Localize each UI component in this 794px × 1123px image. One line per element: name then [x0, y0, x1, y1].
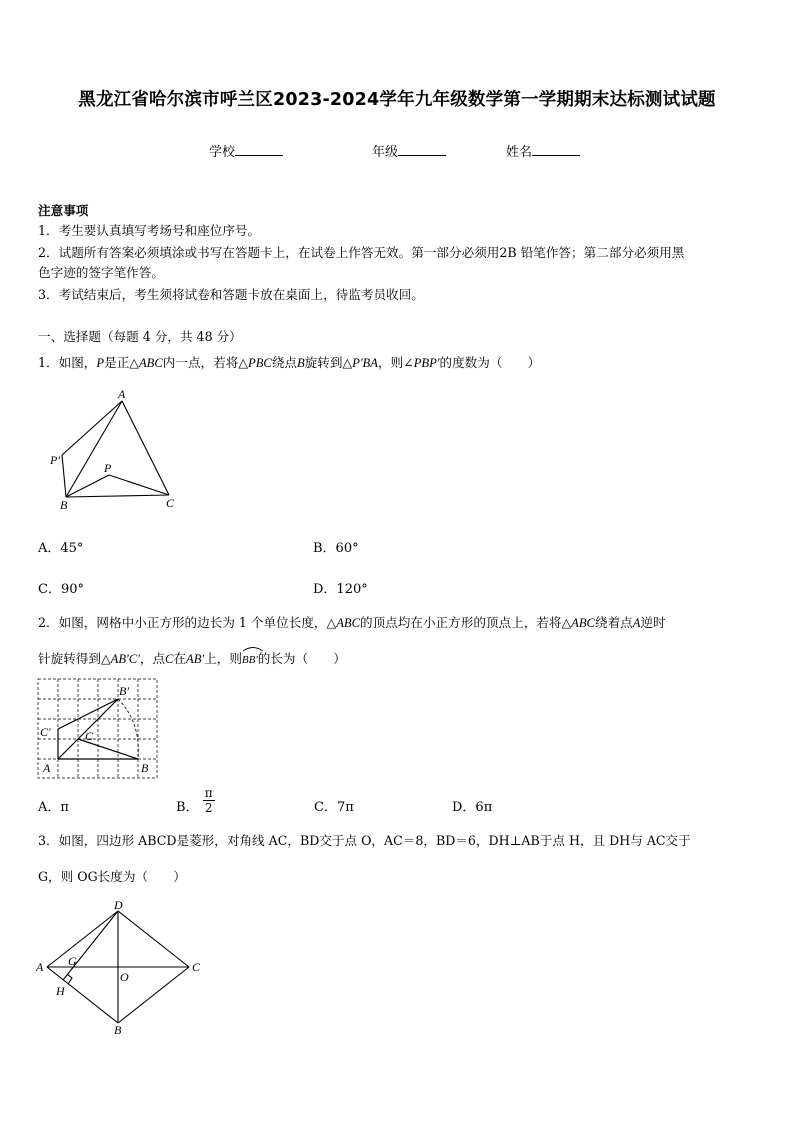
name-blank [532, 143, 580, 156]
q1-text: 旋转到△ [304, 355, 353, 370]
name-field [506, 141, 580, 160]
name-label: 姓名 [506, 145, 533, 160]
question-2-line1 [38, 613, 666, 633]
q1-text: 的度数为（ ） [439, 355, 541, 370]
segment-ad [47, 911, 118, 967]
q2-option-b[interactable] [176, 786, 215, 815]
q1-var: B [297, 356, 305, 370]
fraction [203, 786, 215, 815]
notice-item: 2．试题所有答案必须填涂或书写在答题卡上，在试卷上作答无效。第一部分必须用2B 铅笔作答；第二部分必须用黑 [38, 245, 685, 260]
question-2-line2 [38, 649, 346, 670]
school-blank [235, 143, 283, 156]
label-p-prime: P' [50, 453, 60, 467]
question-3-line2: G，则 OG长度为（ ） [38, 869, 186, 884]
grade-label: 年级 [372, 145, 399, 160]
label-b: B [141, 761, 149, 775]
q2-text: 逆时 [640, 615, 666, 630]
label-p: P [104, 461, 112, 475]
label-b-prime: B' [119, 684, 129, 698]
label-c-prime: C' [40, 725, 51, 739]
arc-icon [242, 646, 264, 652]
section-heading: 一、选择题（每题 4 分，共 48 分） [38, 329, 242, 344]
q1-text: 是正△ [104, 355, 139, 370]
notice-heading: 注意事项 [38, 203, 89, 218]
q2-text: 绕着点 [594, 615, 633, 630]
label-b: B [114, 1023, 122, 1037]
school-field [209, 141, 283, 160]
q1-text: 内一点，若将△ [162, 355, 249, 370]
q2-text: 在 [173, 651, 187, 666]
notice-item: 1．考生要认真填写考场号和座位序号。 [38, 223, 261, 238]
q1-option-c[interactable]: C．90° [38, 582, 84, 597]
fraction-denominator: 2 [204, 801, 213, 815]
q1-triangle-figure [44, 385, 194, 515]
q2-text: 上，则 [204, 651, 242, 666]
q2-text: 的顶点均在小正方形的顶点上，若将△ [359, 615, 572, 630]
grade-blank [398, 143, 446, 156]
grade-field [372, 141, 446, 160]
q2-text: 2．如图，网格中小正方形的边长为 1 个单位长度，△ [38, 615, 337, 630]
segment-dh [63, 911, 118, 980]
question-1-text [38, 353, 540, 373]
page-title: 黑龙江省哈尔滨市呼兰区2023-2024学年九年级数学第一学期期末达标测试试题 [78, 90, 716, 110]
q1-var: ABC [138, 356, 163, 370]
label-c: C [85, 729, 94, 743]
q3-rhombus-figure [34, 899, 209, 1039]
question-3-line1: 3．如图，四边形 ABCD是菱形，对角线 AC，BD交于点 O，AC＝8，BD＝6，DH⊥AB于点 H，且 DH与 AC交于 [38, 833, 691, 848]
q2-text: 的长为（ ） [257, 651, 346, 666]
q2-grid-figure [37, 678, 159, 780]
label-c: C [166, 496, 175, 510]
segment-bpp [62, 455, 66, 497]
q2-text: 针旋转得到△ [38, 651, 111, 666]
q2-var: ABC [336, 616, 360, 630]
q1-var: P'BA [352, 356, 378, 370]
q2-var: ABC [571, 616, 595, 630]
arc-bbprime [242, 649, 258, 670]
notice-item: 3．考试结束后，考生须将试卷和答题卡放在桌面上，待监考员收回。 [38, 287, 424, 302]
label-o: O [120, 970, 129, 984]
segment-bc [66, 495, 169, 497]
q1-var: PBC [248, 356, 272, 370]
notice-item: 色字迹的签字笔作答。 [38, 265, 164, 280]
label-a: A [43, 761, 51, 775]
q1-text: ，则∠ [377, 355, 414, 370]
segment-dc [118, 911, 189, 967]
q1-option-d[interactable]: D．120° [313, 582, 368, 597]
segment-ppa [62, 401, 122, 455]
q1-var: P [96, 356, 105, 370]
label-a: A [118, 387, 126, 401]
school-label: 学校 [209, 145, 236, 160]
q2-var: A [632, 616, 641, 630]
label-a: A [36, 960, 44, 974]
q2-var: AB' [186, 652, 205, 666]
q1-var: PBP' [413, 356, 440, 370]
q2-var: BB' [241, 654, 258, 666]
q2-option-c[interactable]: C．7π [314, 800, 354, 815]
q1-text: 绕点 [271, 355, 297, 370]
q2-var: C [165, 652, 174, 666]
q2-var: AB'C' [110, 652, 140, 666]
label-g: G [68, 954, 77, 968]
fraction-numerator: π [204, 786, 213, 800]
label-b: B [60, 498, 68, 512]
q2-option-b-letter: B． [176, 800, 199, 815]
q1-option-b[interactable]: B．60° [313, 541, 359, 556]
label-c: C [192, 960, 201, 974]
right-angle-mark [67, 974, 72, 984]
q2-text: ，点 [139, 651, 166, 666]
segment-cpbp [58, 699, 118, 729]
grid-lines [38, 679, 157, 778]
label-d: D [114, 899, 123, 912]
q2-option-d[interactable]: D．6π [452, 800, 493, 815]
q1-option-a[interactable]: A．45° [38, 541, 84, 556]
segment-ac [122, 401, 169, 495]
q2-option-a[interactable]: A．π [38, 800, 69, 815]
label-h: H [56, 984, 65, 998]
rotation-arc [118, 699, 138, 759]
q1-text: 1．如图， [38, 355, 97, 370]
